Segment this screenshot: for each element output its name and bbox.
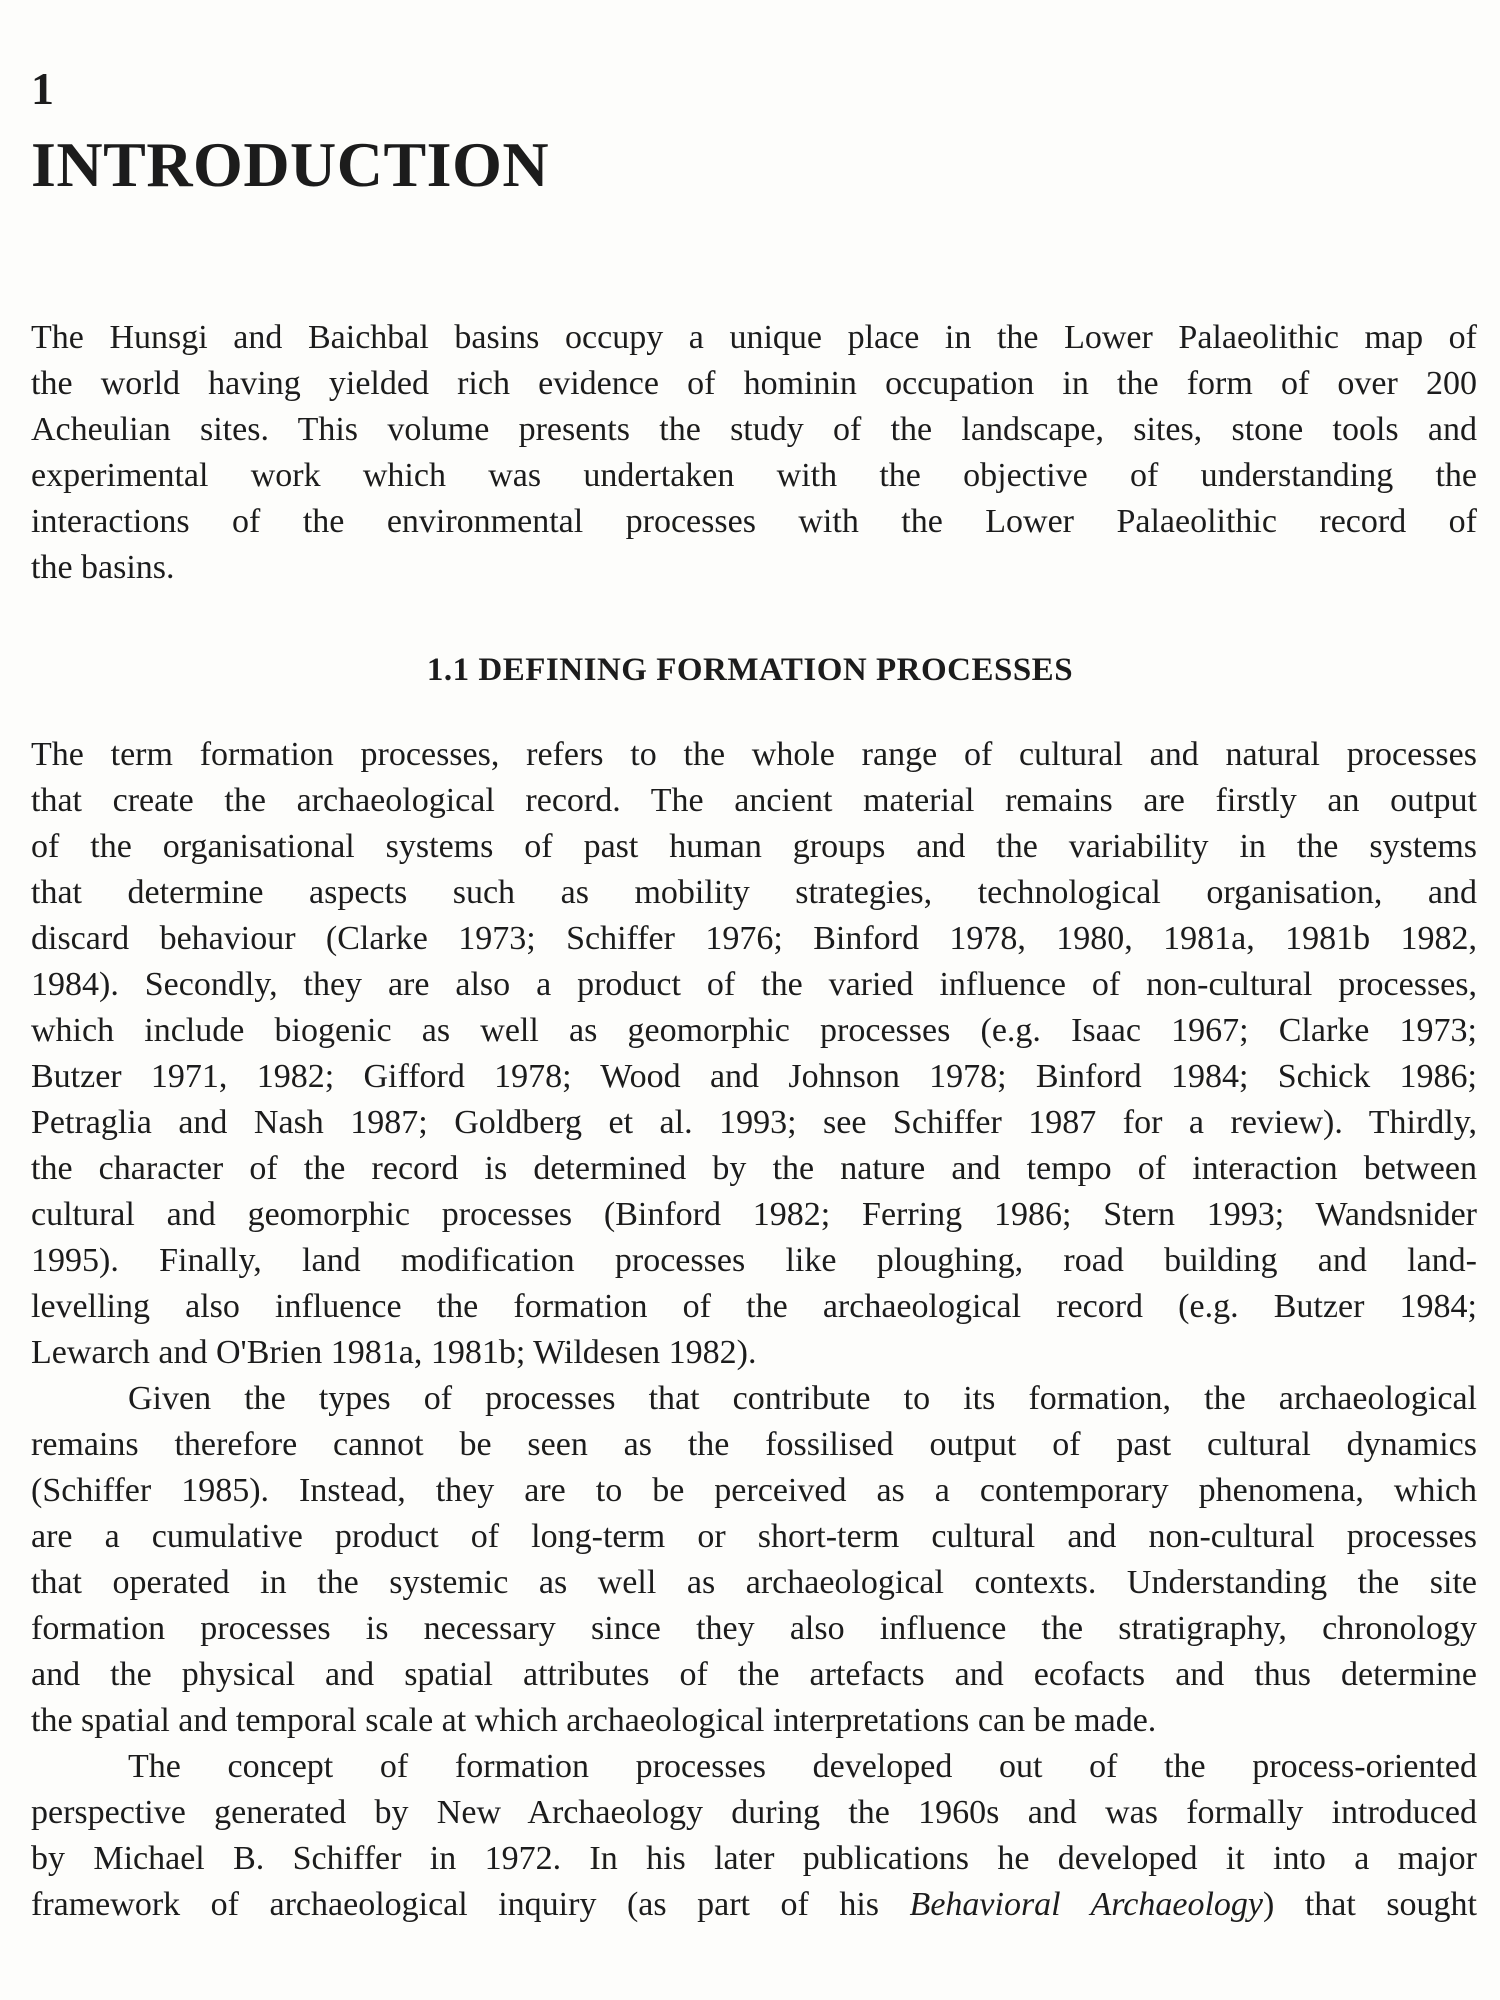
text-line: are a cumulative product of long-term or short-term cultural and non-cultural processes xyxy=(31,1518,1477,1555)
text-segment: ) that sought xyxy=(1262,1886,1478,1923)
text-line: cultural and geomorphic processes (Binford 1982; Ferring 1986; Stern 1993; Wandsnider xyxy=(31,1196,1477,1233)
text-line: Acheulian sites. This volume presents the study of the landscape, sites, stone tools and xyxy=(31,411,1477,448)
section-heading: 1.1 DEFINING FORMATION PROCESSES xyxy=(426,652,1074,688)
text-line: which include biogenic as well as geomorphic processes (e.g. Isaac 1967; Clarke 1973; xyxy=(31,1012,1477,1049)
text-line: interactions of the environmental processes with the Lower Palaeolithic record of xyxy=(31,503,1477,540)
text-line: The Hunsgi and Baichbal basins occupy a unique place in the Lower Palaeolithic map of xyxy=(31,319,1477,356)
text-line xyxy=(31,1882,1477,1928)
chapter-title: INTRODUCTION xyxy=(31,129,550,200)
text-line: The term formation processes, refers to the whole range of cultural and natural processes xyxy=(31,736,1477,773)
text-line: that operated in the systemic as well as archaeological contexts. Understanding the site xyxy=(31,1564,1477,1601)
text-line: that create the archaeological record. The ancient material remains are firstly an output xyxy=(31,782,1477,819)
text-line: 1995). Finally, land modification processes like ploughing, road building and land- xyxy=(31,1242,1477,1279)
text-line: the spatial and temporal scale at which archaeological interpretations can be made. xyxy=(31,1702,1157,1739)
text-line: experimental work which was undertaken with the objective of understanding the xyxy=(31,457,1477,494)
text-line: of the organisational systems of past human groups and the variability in the systems xyxy=(31,828,1477,865)
text-line: Petraglia and Nash 1987; Goldberg et al. 1993; see Schiffer 1987 for a review). Thirdly, xyxy=(31,1104,1477,1141)
text-line: the character of the record is determined by the nature and tempo of interaction between xyxy=(31,1150,1477,1187)
italic-title: Behavioral Archaeology xyxy=(909,1886,1263,1923)
text-line: levelling also influence the formation of the archaeological record (e.g. Butzer 1984; xyxy=(31,1288,1477,1325)
text-line: that determine aspects such as mobility strategies, technological organisation, and xyxy=(31,874,1477,911)
text-line: the world having yielded rich evidence of hominin occupation in the form of over 200 xyxy=(31,365,1477,402)
text-line: The concept of formation processes developed out of the process-oriented xyxy=(128,1748,1477,1785)
text-segment: framework of archaeological inquiry (as part of his xyxy=(31,1886,910,1923)
chapter-number: 1 xyxy=(31,63,54,114)
text-line: discard behaviour (Clarke 1973; Schiffer 1976; Binford 1978, 1980, 1981a, 1981b 1982, xyxy=(31,920,1477,957)
intro-paragraph xyxy=(31,315,1477,591)
text-line: (Schiffer 1985). Instead, they are to be perceived as a contemporary phenomena, which xyxy=(31,1472,1477,1509)
text-line: remains therefore cannot be seen as the fossilised output of past cultural dynamics xyxy=(31,1426,1477,1463)
text-line: the basins. xyxy=(31,549,175,586)
text-line: Lewarch and O'Brien 1981a, 1981b; Wildesen 1982). xyxy=(31,1334,757,1371)
text-line: perspective generated by New Archaeology during the 1960s and was formally introduced xyxy=(31,1794,1477,1831)
text-line: Given the types of processes that contribute to its formation, the archaeological xyxy=(128,1380,1477,1417)
text-line: formation processes is necessary since they also influence the stratigraphy, chronology xyxy=(31,1610,1477,1647)
text-line: Butzer 1971, 1982; Gifford 1978; Wood and Johnson 1978; Binford 1984; Schick 1986; xyxy=(31,1058,1477,1095)
text-line: by Michael B. Schiffer in 1972. In his later publications he developed it into a major xyxy=(31,1840,1477,1877)
body-text xyxy=(31,732,1477,1928)
text-line: and the physical and spatial attributes of the artefacts and ecofacts and thus determine xyxy=(31,1656,1477,1693)
text-line: 1984). Secondly, they are also a product of the varied influence of non-cultural processes, xyxy=(31,966,1477,1003)
